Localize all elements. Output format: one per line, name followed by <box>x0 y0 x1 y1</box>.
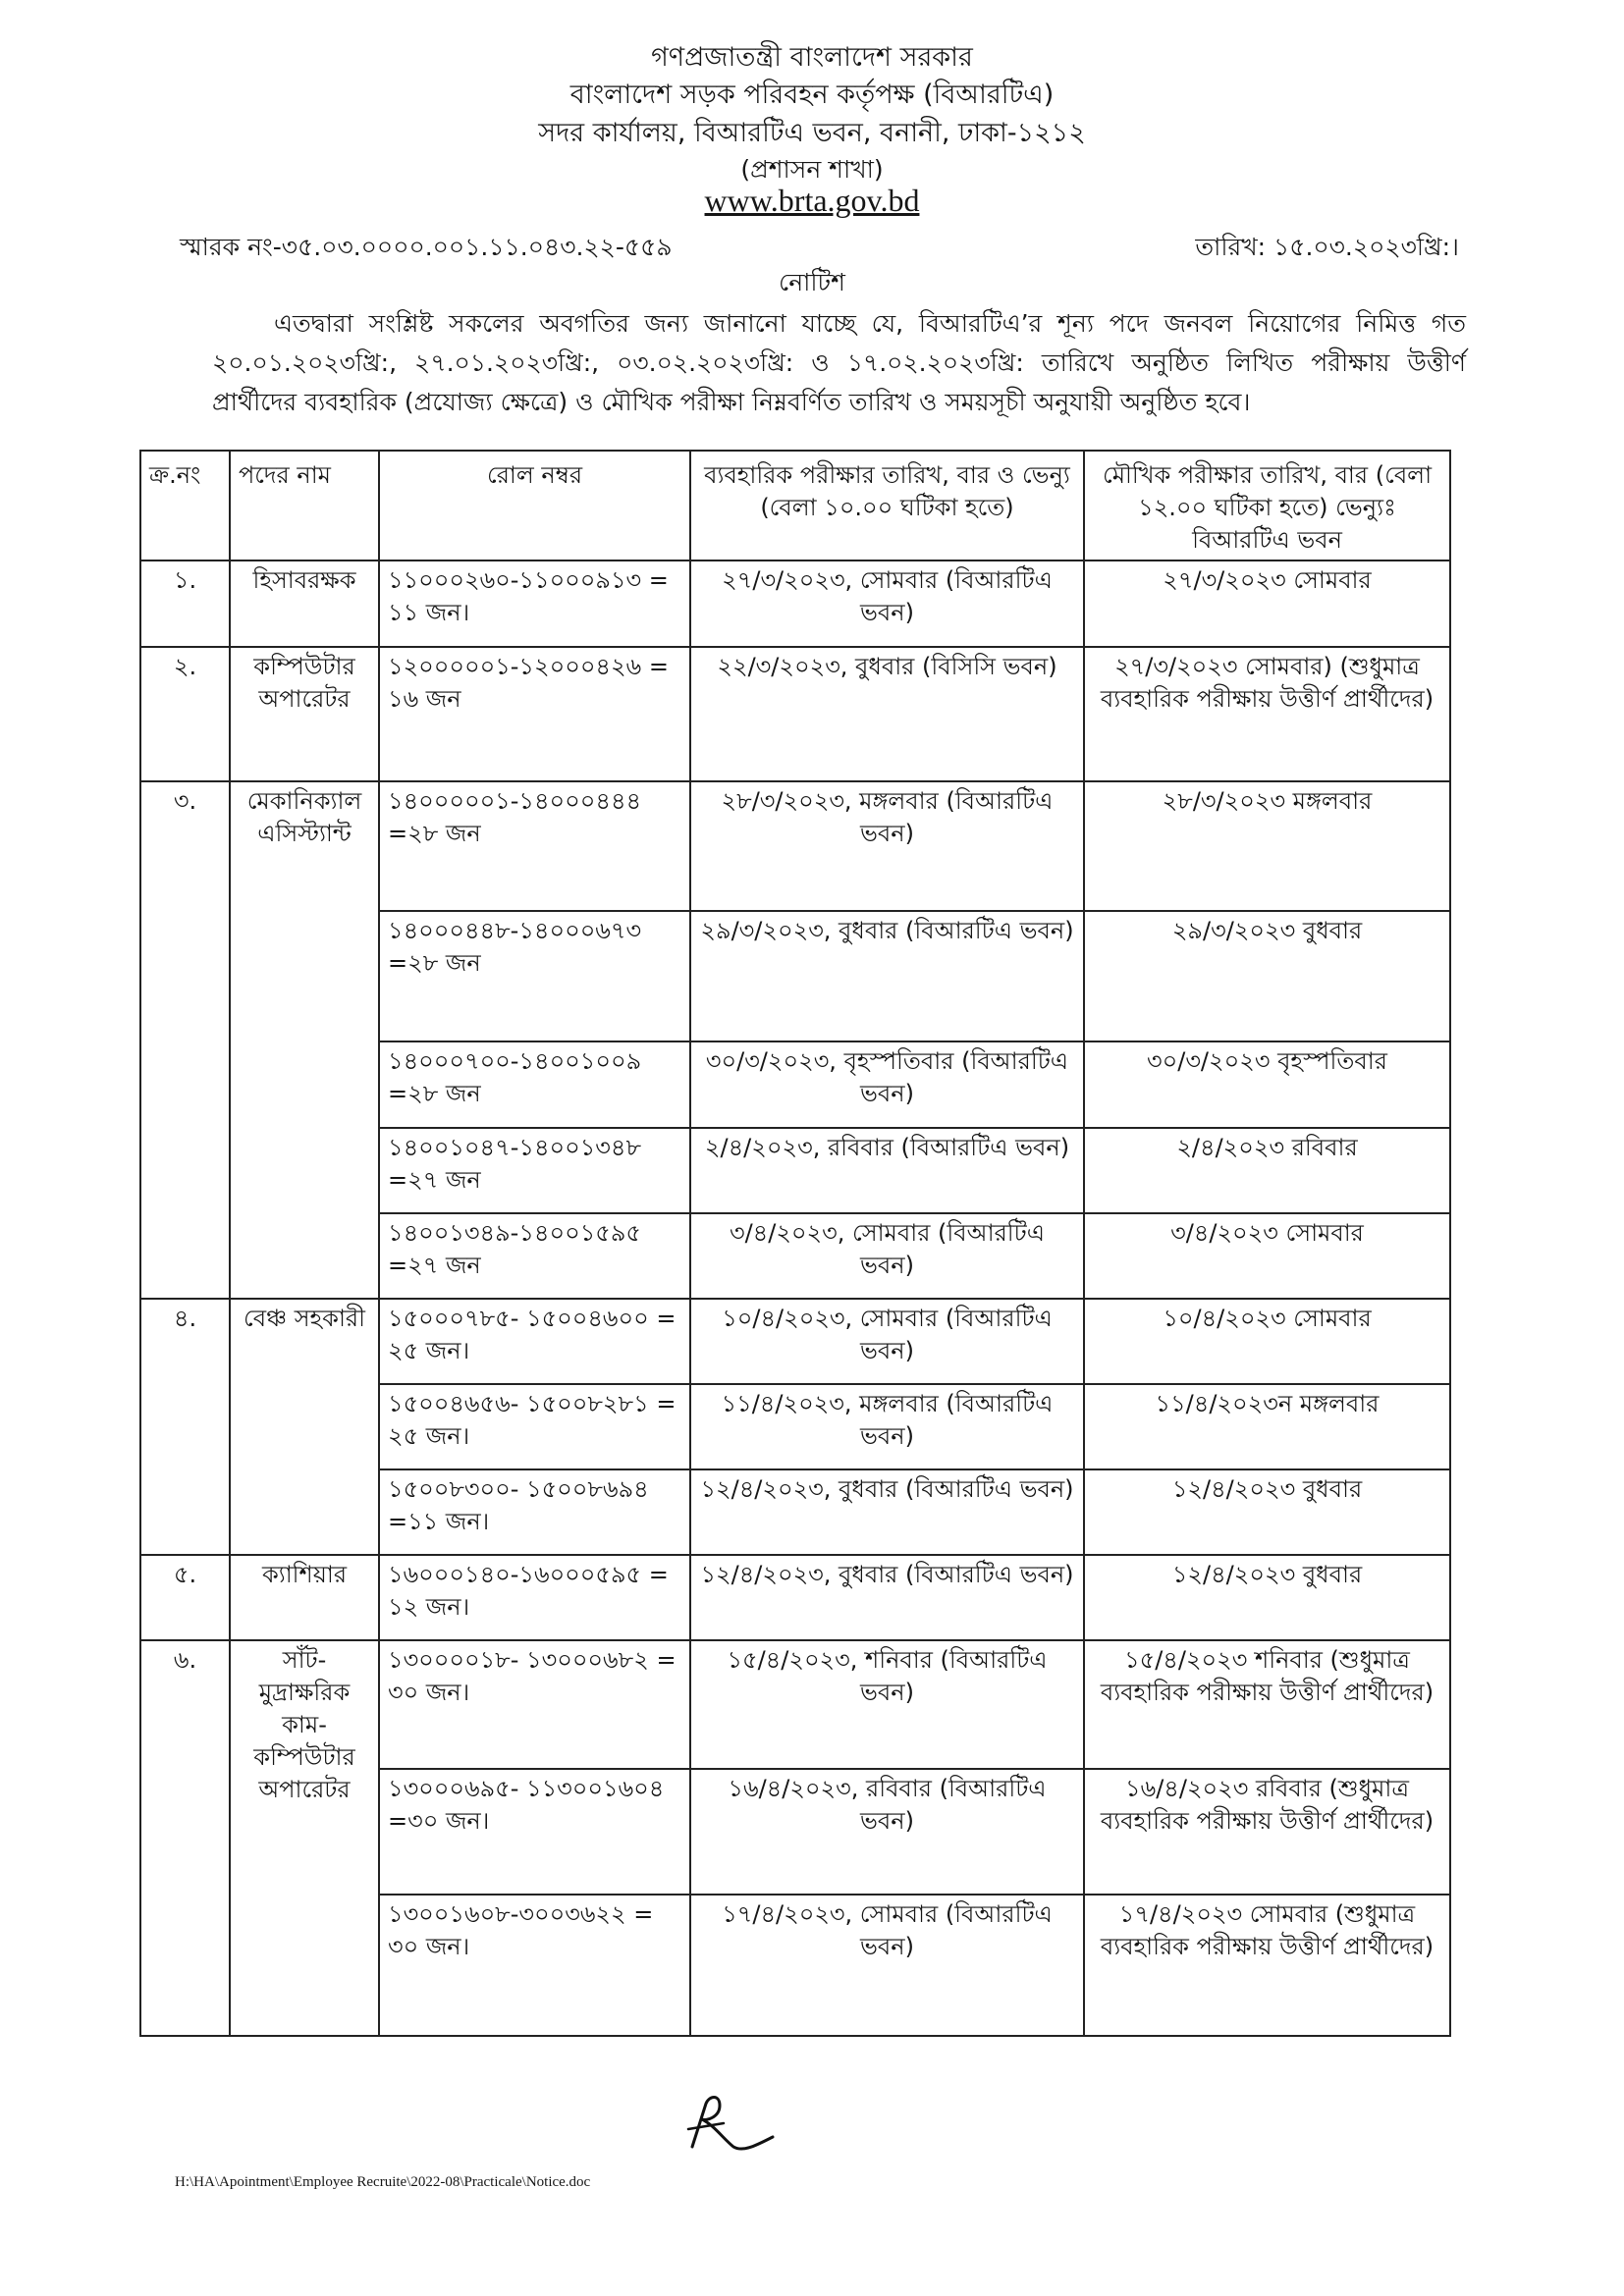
table-row <box>140 781 1450 911</box>
viva-exam-cell: ৩০/৩/২০২৩ বৃহস্পতিবার <box>1084 1041 1450 1128</box>
viva-exam-cell: ২৭/৩/২০২৩ সোমবার <box>1084 561 1450 647</box>
serial-cell: ৬. <box>140 1640 230 2036</box>
viva-exam-cell: ১৭/৪/২০২৩ সোমবার (শুধুমাত্র ব্যবহারিক পরীক্ষায় উত্তীর্ণ প্রার্থীদের) <box>1084 1895 1450 2036</box>
viva-exam-cell: ১২/৪/২০২৩ বুধবার <box>1084 1555 1450 1640</box>
roll-number-cell: ১৬০০০১৪০-১৬০০০৫৯৫ = ১২ জন। <box>379 1555 690 1640</box>
roll-number-cell: ১৪০০০৭০০-১৪০০১০০৯ =২৮ জন <box>379 1041 690 1128</box>
government-name: গণপ্রজাতন্ত্রী বাংলাদেশ সরকার <box>651 42 973 73</box>
viva-exam-cell: ২৯/৩/২০২৩ বুধবার <box>1084 911 1450 1041</box>
practical-exam-cell: ৩/৪/২০২৩, সোমবার (বিআরটিএ ভবন) <box>690 1213 1084 1299</box>
roll-number-cell: ১৪০০১৩৪৯-১৪০০১৫৯৫ =২৭ জন <box>379 1213 690 1299</box>
post-name-cell: কম্পিউটার অপারেটর <box>230 647 379 781</box>
practical-exam-cell: ১৬/৪/২০২৩, রবিবার (বিআরটিএ ভবন) <box>690 1769 1084 1895</box>
serial-cell: ৩. <box>140 781 230 1299</box>
viva-exam-cell: ১৬/৪/২০২৩ রবিবার (শুধুমাত্র ব্যবহারিক পরীক্ষায় উত্তীর্ণ প্রার্থীদের) <box>1084 1769 1450 1895</box>
roll-number-cell: ১৪০০০৪৪৮-১৪০০০৬৭৩ =২৮ জন <box>379 911 690 1041</box>
post-name-cell: বেঞ্চ সহকারী <box>230 1299 379 1555</box>
table-row <box>140 561 1450 647</box>
viva-exam-cell: ২/৪/২০২৩ রবিবার <box>1084 1128 1450 1213</box>
file-path: H:\HA\Apointment\Employee Recruite\2022-08\Practicale\Notice.doc <box>175 2174 591 2190</box>
roll-number-cell: ১৫০০০৭৮৫- ১৫০০৪৬০০ = ২৫ জন। <box>379 1299 690 1384</box>
post-name-cell: সাঁট-মুদ্রাক্ষরিক কাম-কম্পিউটার অপারেটর <box>230 1640 379 2036</box>
table-row <box>140 1555 1450 1640</box>
viva-exam-cell: ৩/৪/২০২৩ সোমবার <box>1084 1213 1450 1299</box>
practical-exam-cell: ২৯/৩/২০২৩, বুধবার (বিআরটিএ ভবন) <box>690 911 1084 1041</box>
practical-exam-cell: ১২/৪/২০২৩, বুধবার (বিআরটিএ ভবন) <box>690 1469 1084 1555</box>
roll-number-cell: ১৪০০১০৪৭-১৪০০১৩৪৮ =২৭ জন <box>379 1128 690 1213</box>
post-name-cell: হিসাবরক্ষক <box>230 561 379 647</box>
viva-exam-cell: ১২/৪/২০২৩ বুধবার <box>1084 1469 1450 1555</box>
serial-cell: ৪. <box>140 1299 230 1555</box>
notice-date: তারিখ: ১৫.০৩.২০২৩খ্রি:। <box>1195 233 1459 261</box>
roll-number-cell: ১৫০০৪৬৫৬- ১৫০০৮২৮১ = ২৫ জন। <box>379 1384 690 1469</box>
notice-title: নোটিশ <box>779 268 845 296</box>
viva-exam-cell: ২৭/৩/২০২৩ সোমবার) (শুধুমাত্র ব্যবহারিক পরীক্ষায় উত্তীর্ণ প্রার্থীদের) <box>1084 647 1450 781</box>
exam-schedule-table <box>139 450 1451 2037</box>
roll-number-cell: ১৫০০৮৩০০- ১৫০০৮৬৯৪ =১১ জন। <box>379 1469 690 1555</box>
table-body <box>140 561 1450 2036</box>
memo-number: স্মারক নং-৩৫.০৩.০০০০.০০১.১১.০৪৩.২২-৫৫৯ <box>180 233 673 261</box>
post-name-cell: ক্যাশিয়ার <box>230 1555 379 1640</box>
roll-number-cell: ১৪০০০০০১-১৪০০০৪৪৪ =২৮ জন <box>379 781 690 911</box>
practical-exam-cell: ২৮/৩/২০২৩, মঙ্গলবার (বিআরটিএ ভবন) <box>690 781 1084 911</box>
table-header-row <box>140 451 1450 561</box>
roll-number-cell: ১৩০০০৬৯৫- ১১৩০০১৬০৪ =৩০ জন। <box>379 1769 690 1895</box>
roll-number-cell: ১৩০০১৬০৮-৩০০৩৬২২ = ৩০ জন। <box>379 1895 690 2036</box>
viva-exam-cell: ২৮/৩/২০২৩ মঙ্গলবার <box>1084 781 1450 911</box>
serial-cell: ২. <box>140 647 230 781</box>
practical-exam-cell: ১৫/৪/২০২৩, শনিবার (বিআরটিএ ভবন) <box>690 1640 1084 1769</box>
viva-exam-cell: ১১/৪/২০২৩ন মঙ্গলবার <box>1084 1384 1450 1469</box>
practical-exam-cell: ১১/৪/২০২৩, মঙ্গলবার (বিআরটিএ ভবন) <box>690 1384 1084 1469</box>
practical-exam-cell: ২২/৩/২০২৩, বুধবার (বিসিসি ভবন) <box>690 647 1084 781</box>
roll-number-cell: ১১০০০২৬০-১১০০০৯১৩ = ১১ জন। <box>379 561 690 647</box>
website-link[interactable]: www.brta.gov.bd <box>704 183 920 218</box>
viva-exam-cell: ১৫/৪/২০২৩ শনিবার (শুধুমাত্র ব্যবহারিক পরীক্ষায় উত্তীর্ণ প্রার্থীদের) <box>1084 1640 1450 1769</box>
practical-exam-cell: ১৭/৪/২০২৩, সোমবার (বিআরটিএ ভবন) <box>690 1895 1084 2036</box>
department-name: (প্রশাসন শাখা) <box>740 155 884 184</box>
header-serial: ক্র.নং <box>140 451 230 561</box>
post-name-cell: মেকানিক্যাল এসিস্ট্যান্ট <box>230 781 379 1299</box>
practical-exam-cell: ১২/৪/২০২৩, বুধবার (বিআরটিএ ভবন) <box>690 1555 1084 1640</box>
notice-body: এতদ্বারা সংশ্লিষ্ট সকলের অবগতির জন্য জানানো যাচ্ছে যে, বিআরটিএ’র শূন্য পদে জনবল নিয়োগের নিমিত্ত গত ২০.০১.২০২৩খ্রি:, ২৭.০১.২০২৩খ্রি:, ০৩.০২.২০২৩খ্রি: ও ১৭.০২.২০২৩খ্রি: তারিখে অনুষ্ঠিত লিখিত পরীক্ষায় উত্তীর্ণ প্রার্থীদের ব্যবহারিক (প্রযোজ্য ক্ষেত্রে) ও মৌখিক পরীক্ষা নিম্নবর্ণিত তারিখ ও সময়সূচী অনুযায়ী অনুষ্ঠিত হবে। <box>212 309 1466 416</box>
table-row <box>140 647 1450 781</box>
serial-cell: ১. <box>140 561 230 647</box>
viva-exam-cell: ১০/৪/২০২৩ সোমবার <box>1084 1299 1450 1384</box>
office-address: সদর কার্যালয়, বিআরটিএ ভবন, বনানী, ঢাকা-১২১২ <box>538 118 1086 148</box>
header-post: পদের নাম <box>230 451 379 561</box>
table-row <box>140 1640 1450 1769</box>
practical-exam-cell: ২৭/৩/২০২৩, সোমবার (বিআরটিএ ভবন) <box>690 561 1084 647</box>
authority-name: বাংলাদেশ সড়ক পরিবহন কর্তৃপক্ষ (বিআরটিএ) <box>569 80 1055 110</box>
header-practical: ব্যবহারিক পরীক্ষার তারিখ, বার ও ভেন্যু (বেলা ১০.০০ ঘটিকা হতে) <box>690 451 1084 561</box>
signature <box>663 2086 781 2155</box>
practical-exam-cell: ১০/৪/২০২৩, সোমবার (বিআরটিএ ভবন) <box>690 1299 1084 1384</box>
roll-number-cell: ১৩০০০০১৮- ১৩০০০৬৮২ = ৩০ জন। <box>379 1640 690 1769</box>
practical-exam-cell: ২/৪/২০২৩, রবিবার (বিআরটিএ ভবন) <box>690 1128 1084 1213</box>
serial-cell: ৫. <box>140 1555 230 1640</box>
table-row <box>140 1299 1450 1384</box>
roll-number-cell: ১২০০০০০১-১২০০০৪২৬ = ১৬ জন <box>379 647 690 781</box>
header-viva: মৌখিক পরীক্ষার তারিখ, বার (বেলা ১২.০০ ঘটিকা হতে) ভেন্যুঃ বিআরটিএ ভবন <box>1084 451 1450 561</box>
practical-exam-cell: ৩০/৩/২০২৩, বৃহস্পতিবার (বিআরটিএ ভবন) <box>690 1041 1084 1128</box>
header-roll: রোল নম্বর <box>379 451 690 561</box>
